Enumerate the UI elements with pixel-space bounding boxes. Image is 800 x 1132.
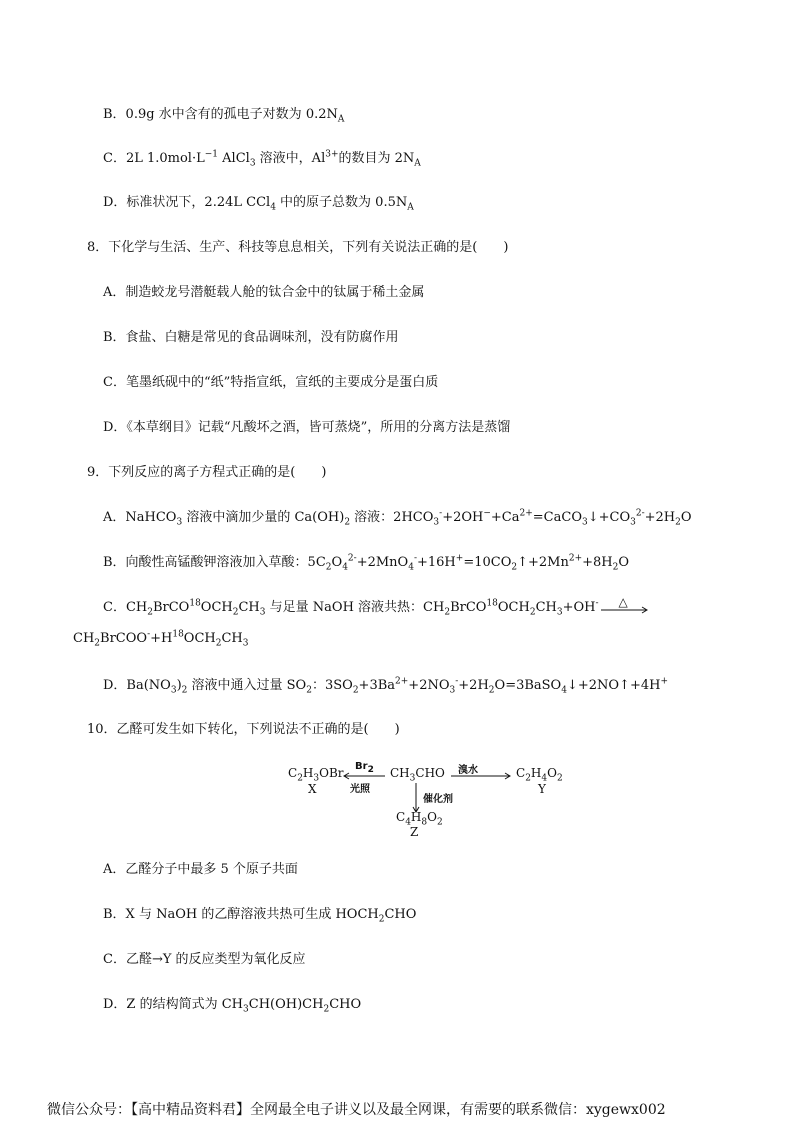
q8-option-b: B．食盐、白糖是常见的食品调味剂，没有防腐作用 (103, 330, 399, 345)
acetaldehyde-formula: $CH_3CHO$ (390, 766, 445, 784)
q7-option-c: C．2L $1.0mol\cdot L^{-1}$ AlCl$_3$ 溶液中，$Al^{3+}$的数目为 $2N_A$ (103, 149, 421, 169)
q7-option-b: B．0.9g 水中含有的孤电子对数为 $0.2N_A$ (103, 107, 345, 125)
heat-symbol: △ (618, 595, 628, 609)
q9-option-b: B．向酸性高锰酸钾溶液加入草酸：$5C_2O_4^{2-}+2MnO_4^-+16H^+=10CO_2↑+2Mn^{2+}+8H_2O$ (103, 553, 630, 573)
q10-stem: 10．乙醛可发生如下转化，下列说法不正确的是( ) (87, 722, 400, 737)
footer-contact: 微信公众号：【高中精品资料君】全网最全电子讲义以及最全网课，有需要的联系微信：xygewx002 (47, 1102, 666, 1118)
q9-option-a: A．NaHCO$_3$ 溶液中滴加少量的 $Ca(OH)_2$ 溶液：$2HCO_3^-+2OH^-+Ca^{2+}=CaCO_3↓+CO_3^{2-}+2H_2O$ (103, 508, 692, 528)
q10-option-d: D．Z 的结构简式为 $CH_3CH(OH)CH_2CHO$ (103, 997, 362, 1015)
reaction-arrow-icon (599, 599, 651, 617)
compound-z-formula: $C_4H_8O_2$ (396, 810, 443, 828)
q10-option-a: A．乙醛分子中最多 5 个原子共面 (103, 862, 298, 877)
compound-y-label: Y (538, 782, 546, 796)
reagent-br2: $Br_2$ (355, 761, 374, 775)
compound-y-formula: $C_2H_4O_2$ (516, 766, 563, 784)
reagent-bromine-water: 溴水 (458, 765, 478, 776)
q7-option-d: D．标准状况下，2.24L CCl$_4$ 中的原子总数为 $0.5N_A$ (103, 195, 414, 213)
condition-light: 光照 (350, 784, 370, 795)
q8-option-d: D．《本草纲目》记载“凡酸坏之酒，皆可蒸烧”，所用的分离方法是蒸馏 (103, 420, 511, 435)
q8-stem: 8．下化学与生活、生产、科技等息息相关，下列有关说法正确的是( ) (87, 240, 509, 255)
q9-option-c-line1: C．$CH_2BrCO^{18}OCH_2CH_3$ 与足量 NaOH 溶液共热：$CH_2BrCO^{18}OCH_2CH_3+OH^-$ △ (103, 599, 651, 617)
reagent-catalyst: 催化剂 (423, 794, 453, 805)
q8-option-a: A．制造蛟龙号潜艇载人舱的钛合金中的钛属于稀土金属 (103, 285, 425, 300)
q10-option-b: B．X 与 NaOH 的乙醇溶液共热可生成 $HOCH_2CHO$ (103, 907, 417, 925)
q9-option-d: D．$Ba(NO_3)_2$ 溶液中通入过量 $SO_2$：$3SO_2+3Ba^{2+}+2NO_3^-+2H_2O=3BaSO_4↓+2NO↑+4H^+$ (103, 676, 668, 696)
arrow-right-icon (450, 771, 514, 781)
q9-stem: 9．下列反应的离子方程式正确的是( ) (87, 465, 327, 480)
heat-arrow (599, 595, 651, 617)
reaction-scheme (280, 760, 580, 840)
compound-x-formula: $C_2H_3OBr$ (288, 766, 344, 784)
q8-option-c: C．笔墨纸砚中的“纸”特指宣纸，宣纸的主要成分是蛋白质 (103, 375, 439, 390)
q10-option-c: C．乙醛→Y 的反应类型为氧化反应 (103, 952, 306, 967)
q9-option-c-line2: $CH_2BrCOO^-+H^{18}OCH_2CH_3$ (73, 629, 249, 649)
compound-x-label: X (308, 782, 317, 796)
compound-z-label: Z (410, 825, 419, 839)
